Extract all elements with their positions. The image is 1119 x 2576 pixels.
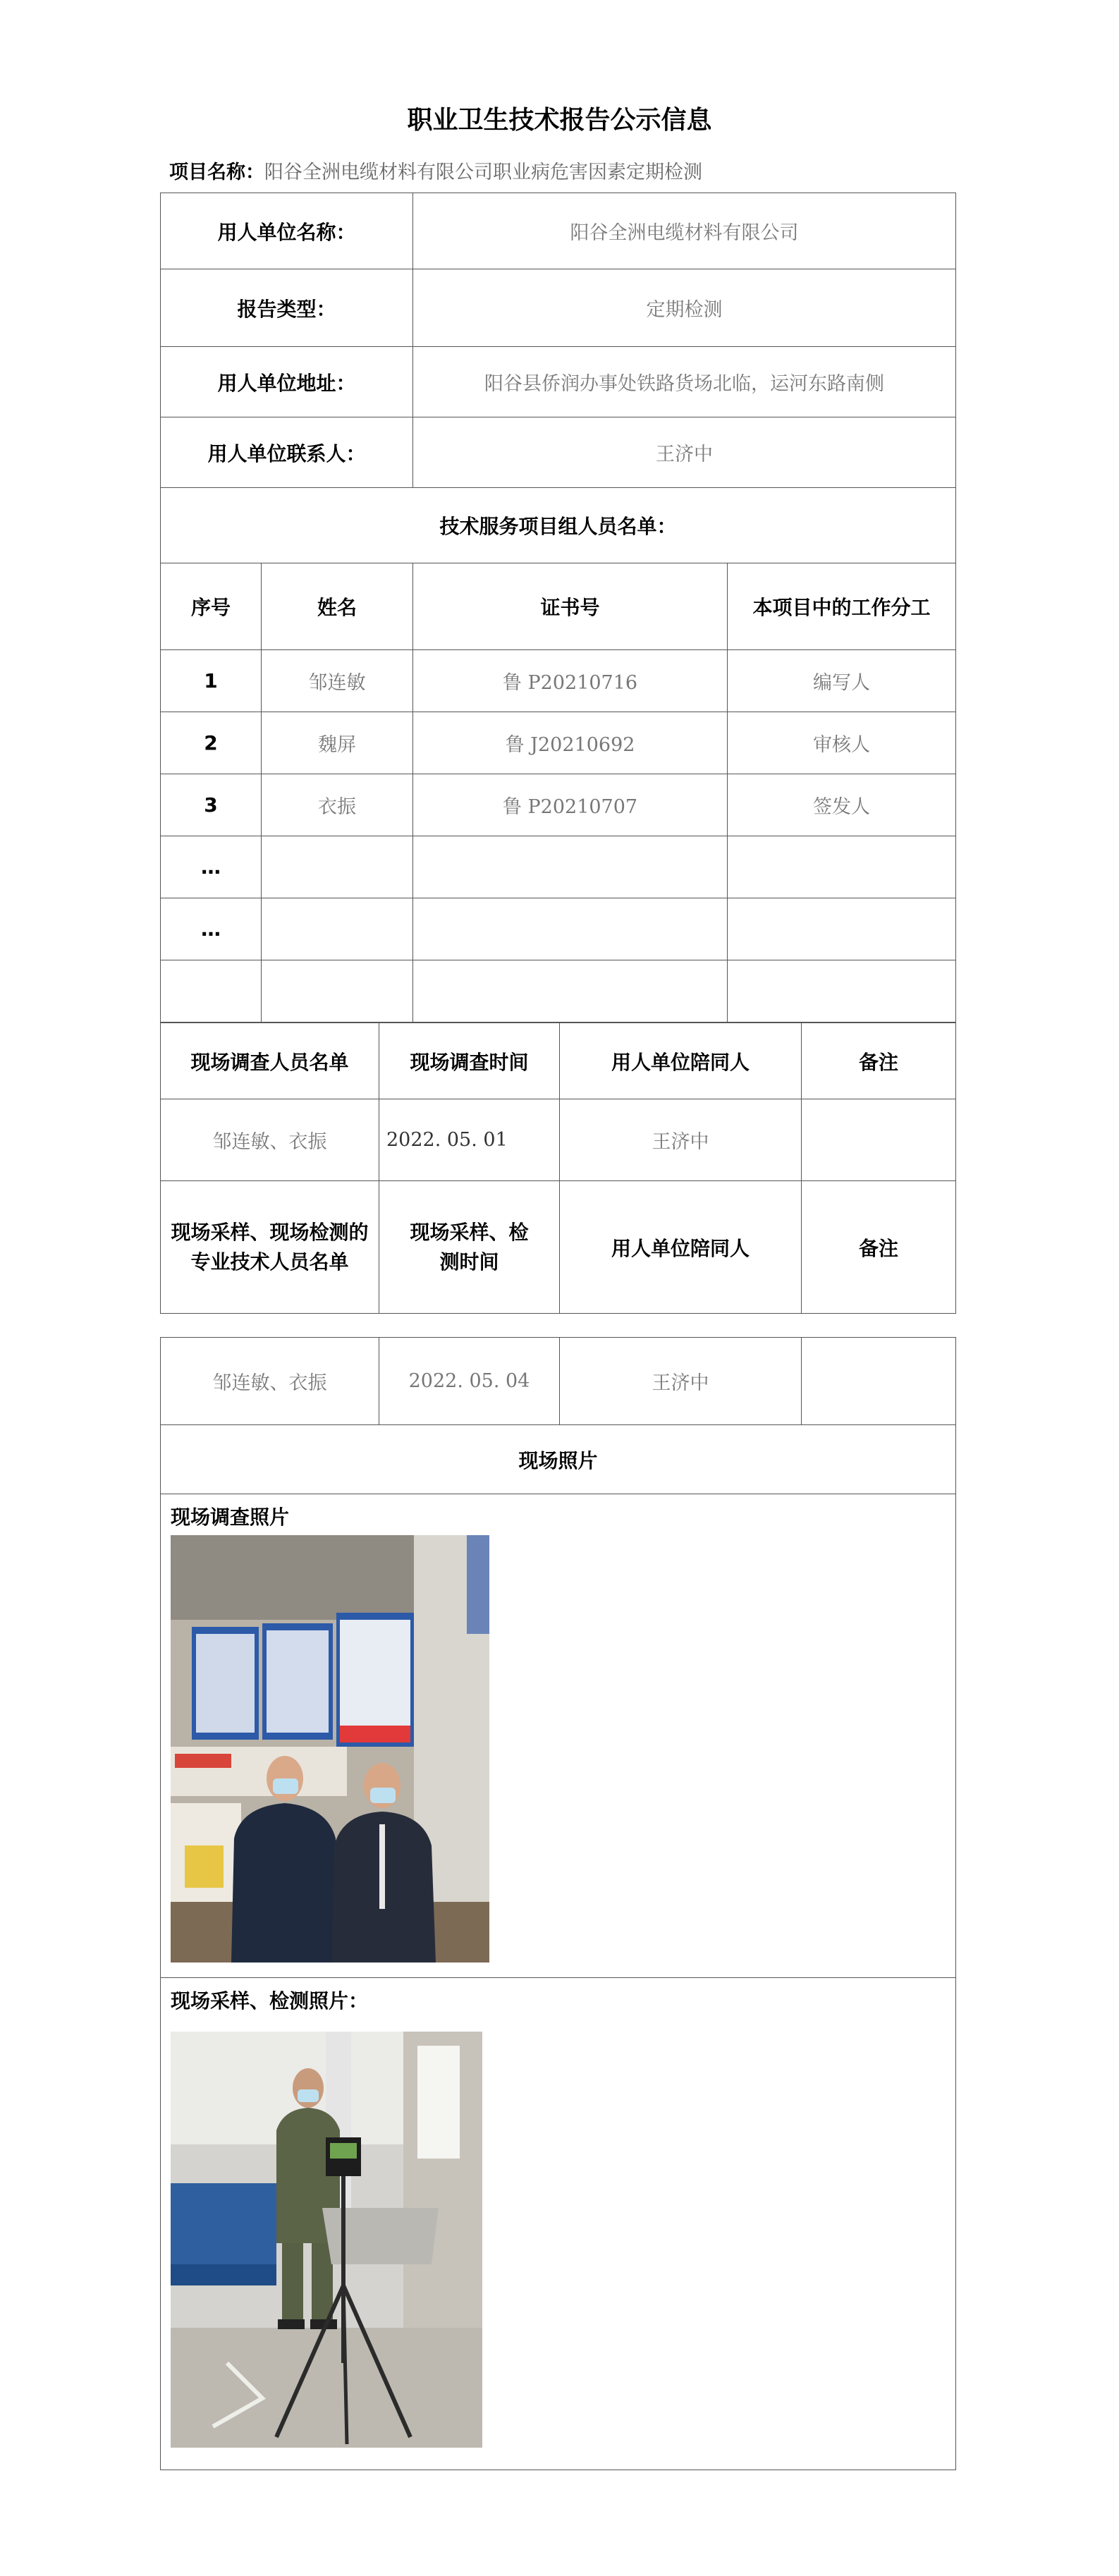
table-row xyxy=(161,836,956,898)
contact-value: 王济中 xyxy=(413,417,956,488)
team-header-role: 本项目中的工作分工 xyxy=(728,563,956,650)
unit-name-label: 用人单位名称： xyxy=(161,193,413,269)
team-role: 审核人 xyxy=(728,712,956,774)
team-role xyxy=(728,836,956,898)
project-name-line xyxy=(169,157,702,184)
team-cert xyxy=(413,960,728,1023)
team-name xyxy=(262,836,413,898)
survey-escort: 王济中 xyxy=(560,1099,802,1181)
team-role xyxy=(728,898,956,960)
team-header-cert: 证书号 xyxy=(413,563,728,650)
team-no: 2 xyxy=(161,712,262,774)
sampling-persons: 邹连敏、衣振 xyxy=(161,1338,379,1425)
team-name: 邹连敏 xyxy=(262,650,413,712)
unit-name-value: 阳谷全洲电缆材料有限公司 xyxy=(413,193,956,269)
team-cert: 鲁 P20210707 xyxy=(413,774,728,836)
table-row xyxy=(161,898,956,960)
survey-header-note: 备注 xyxy=(802,1023,956,1099)
team-no: … xyxy=(161,836,262,898)
survey-table xyxy=(160,1023,956,1314)
report-type-value: 定期检测 xyxy=(413,269,956,347)
survey-photo-title: 现场调查照片 xyxy=(171,1506,290,1529)
team-role: 签发人 xyxy=(728,774,956,836)
team-no: … xyxy=(161,898,262,960)
sampling-photo-cell xyxy=(161,1978,956,2470)
survey-persons: 邹连敏、衣振 xyxy=(161,1099,379,1181)
sampling-time: 2022. 05. 04 xyxy=(379,1338,560,1425)
team-cert xyxy=(413,836,728,898)
team-cert xyxy=(413,898,728,960)
sampling-header-escort: 用人单位陪同人 xyxy=(560,1181,802,1314)
table-row xyxy=(161,712,956,774)
team-cert: 鲁 P20210716 xyxy=(413,650,728,712)
contact-label: 用人单位联系人： xyxy=(161,417,413,488)
team-no xyxy=(161,960,262,1023)
photo-table xyxy=(160,1337,956,2470)
table-row xyxy=(161,650,956,712)
table-row xyxy=(161,774,956,836)
team-name xyxy=(262,960,413,1023)
team-cert: 鲁 J20210692 xyxy=(413,712,728,774)
team-name xyxy=(262,898,413,960)
project-label: 项目名称： xyxy=(169,161,264,183)
survey-time: 2022. 05. 01 xyxy=(379,1099,560,1181)
info-table xyxy=(160,193,956,1023)
address-label: 用人单位地址： xyxy=(161,347,413,417)
sampling-header-persons: 现场采样、现场检测的专业技术人员名单 xyxy=(161,1181,379,1314)
team-name: 衣振 xyxy=(262,774,413,836)
team-no: 1 xyxy=(161,650,262,712)
photos-section-title: 现场照片 xyxy=(161,1425,956,1494)
survey-note xyxy=(802,1099,956,1181)
team-no: 3 xyxy=(161,774,262,836)
survey-header-escort: 用人单位陪同人 xyxy=(560,1023,802,1099)
table-row xyxy=(161,960,956,1023)
survey-header-time: 现场调查时间 xyxy=(379,1023,560,1099)
sampling-photo xyxy=(171,2032,482,2448)
team-role: 编写人 xyxy=(728,650,956,712)
team-name: 魏屏 xyxy=(262,712,413,774)
team-title: 技术服务项目组人员名单： xyxy=(161,488,956,563)
sampling-escort: 王济中 xyxy=(560,1338,802,1425)
report-type-label: 报告类型： xyxy=(161,269,413,347)
sampling-header-time: 现场采样、检测时间 xyxy=(379,1181,560,1314)
sampling-photo-title: 现场采样、检测照片： xyxy=(171,1989,369,2013)
survey-header-persons: 现场调查人员名单 xyxy=(161,1023,379,1099)
project-value: 阳谷全洲电缆材料有限公司职业病危害因素定期检测 xyxy=(264,161,702,183)
survey-photo xyxy=(171,1535,489,1962)
team-header-name: 姓名 xyxy=(262,563,413,650)
sampling-note xyxy=(802,1338,956,1425)
team-role xyxy=(728,960,956,1023)
page-title: 职业卫生技术报告公示信息 xyxy=(407,106,712,135)
address-value: 阳谷县侨润办事处铁路货场北临，运河东路南侧 xyxy=(413,347,956,417)
team-header-no: 序号 xyxy=(161,563,262,650)
sampling-header-note: 备注 xyxy=(802,1181,956,1314)
survey-photo-cell xyxy=(161,1494,956,1978)
